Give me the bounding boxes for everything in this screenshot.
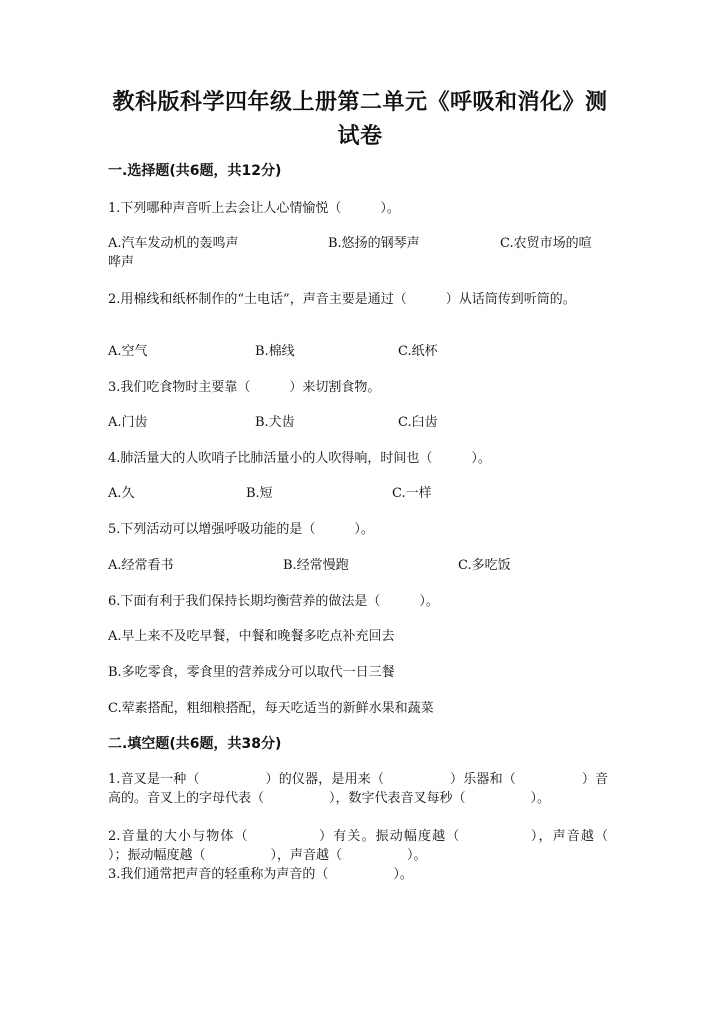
answer-option: C.农贸市场的喧 [500,236,592,251]
question-text: 4.肺活量大的人吹哨子比肺活量小的人吹得响，时间也（ ）。 [108,451,491,466]
answer-option: C.纸杯 [398,344,438,359]
question-text: 3.我们吃食物时主要靠（ ）来切割食物。 [108,380,381,395]
answer-option: C.臼齿 [398,415,438,430]
answer-option: C.多吃饭 [458,558,511,573]
answer-option: A.早上来不及吃早餐，中餐和晚餐多吃点补充回去 [108,629,395,644]
section-heading-choice: 一.选择题(共6题，共12分) [108,163,282,179]
question-text: 1.音叉是一种（ ）的仪器，是用来（ ）乐器和（ ）音高的。音叉上的字母代表（ ），数字代表音叉每秒（ ）。 [108,772,608,806]
answer-option: C.一样 [392,486,432,501]
answer-option: A.久 [108,486,135,501]
answer-option: A.空气 [108,344,148,359]
answer-option: C.荤素搭配，粗细粮搭配，每天吃适当的新鲜水果和蔬菜 [108,701,434,716]
question-text: 5.下列活动可以增强呼吸功能的是（ ）。 [108,522,374,537]
answer-option: B.短 [246,486,273,501]
answer-option: B.经常慢跑 [283,558,349,573]
question-text: 1.下列哪种声音听上去会让人心情愉悦（ ）。 [108,201,400,216]
section-heading-fill-blank: 二.填空题(共6题，共38分) [108,736,282,752]
answer-option: A.汽车发动机的轰鸣声 [108,236,239,251]
answer-option: B.多吃零食，零食里的营养成分可以取代一日三餐 [108,665,395,680]
answer-option-continuation: 哗声 [108,255,135,270]
question-text: 2.音量的大小与物体（ ）有关。振动幅度越（ ），声音越（ ）；振动幅度越（ ），声音越（ ）。 [108,829,674,863]
answer-option: A.门齿 [108,415,148,430]
question-text: 2.用棉线和纸杯制作的“土电话”，声音主要是通过（ ）从话筒传到听筒的。 [108,292,576,307]
page-title: 教科版科学四年级上册第二单元《呼吸和消化》测试卷 [112,90,608,149]
question-text: 3.我们通常把声音的轻重称为声音的（ ）。 [108,867,413,882]
answer-option: B.悠扬的钢琴声 [328,236,420,251]
question-text: 6.下面有利于我们保持长期均衡营养的做法是（ ）。 [108,594,439,609]
answer-option: B.犬齿 [255,415,295,430]
answer-option: B.棉线 [255,344,295,359]
answer-option: A.经常看书 [108,558,174,573]
